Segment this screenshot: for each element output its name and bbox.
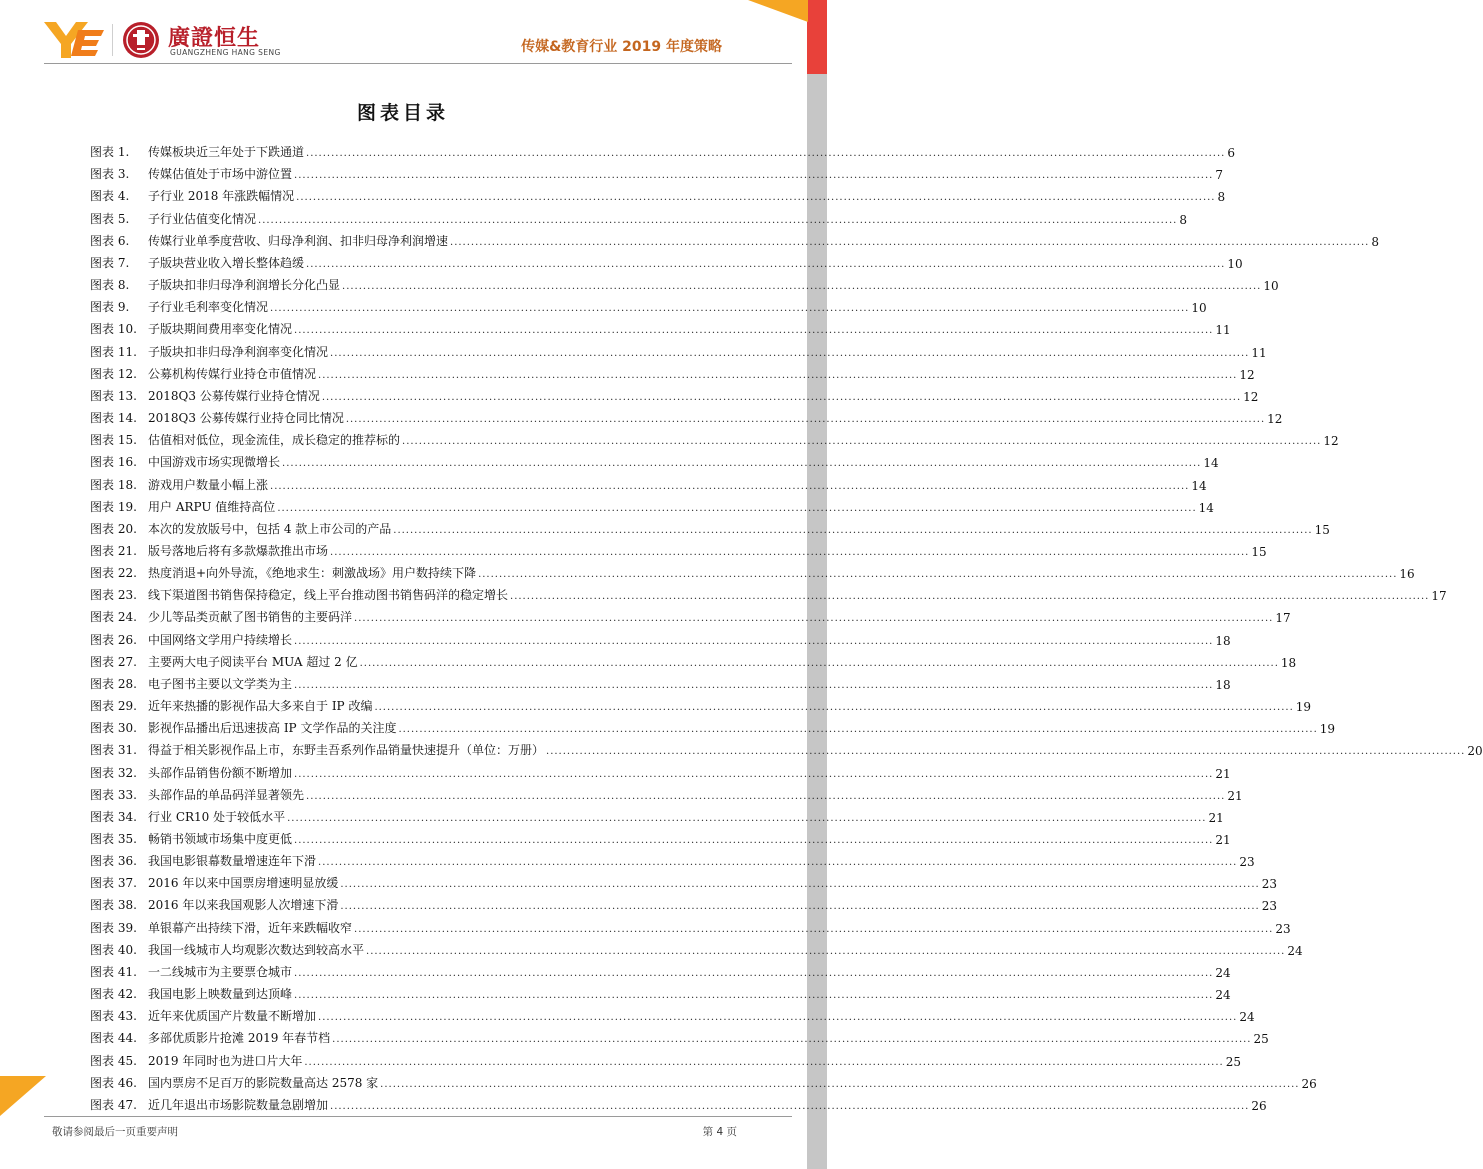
toc-entry[interactable]	[90, 980, 1231, 1003]
toc-entry-page: 25	[1225, 1054, 1241, 1069]
toc-entry-title: 我国电影上映数量到达顶峰	[148, 987, 293, 1002]
toc-dot-leader: ............................................................................................................................................................................................................................	[321, 391, 1242, 403]
toc-entry[interactable]	[90, 714, 1336, 737]
toc-entry-page: 26	[1301, 1076, 1317, 1091]
toc-entry-label: 图表 36.	[90, 854, 137, 869]
toc-dot-leader: ............................................................................................................................................................................................................................	[277, 502, 1197, 514]
toc-entry-label: 图表 14.	[90, 411, 137, 426]
toc-dot-leader: ............................................................................................................................................................................................................................	[282, 458, 1202, 470]
toc-entry[interactable]	[90, 426, 1339, 449]
toc-entry[interactable]	[90, 204, 1187, 227]
toc-entry[interactable]	[90, 736, 1483, 759]
toc-entry[interactable]	[90, 337, 1267, 360]
toc-entry-page: 18	[1215, 677, 1231, 692]
toc-entry[interactable]	[90, 382, 1259, 404]
toc-entry-page: 17	[1275, 611, 1291, 626]
footer-divider	[44, 1116, 792, 1117]
toc-entry-page: 11	[1251, 345, 1267, 360]
toc-entry-page: 20	[1467, 744, 1483, 759]
toc-dot-leader: ............................................................................................................................................................................................................................	[342, 281, 1262, 293]
toc-dot-leader: ............................................................................................................................................................................................................................	[318, 1012, 1238, 1024]
toc-entry-title: 头部作品的单品码洋显著领先	[148, 787, 305, 802]
toc-dot-leader: ............................................................................................................................................................................................................................	[258, 214, 1178, 226]
toc-entry[interactable]	[90, 869, 1277, 892]
toc-entry-title: 我国一线城市人均观影次数达到较高水平	[148, 942, 365, 957]
toc-entry-label: 图表 15.	[90, 433, 137, 448]
toc-entry-page: 10	[1191, 301, 1207, 316]
toc-dot-leader: ............................................................................................................................................................................................................................	[398, 724, 1318, 736]
toc-entry-page: 18	[1215, 633, 1231, 648]
toc-entry-label: 图表 44.	[90, 1031, 137, 1046]
toc-entry-page: 8	[1371, 234, 1379, 249]
toc-entry-title: 本次的发放版号中，包括 4 款上市公司的产品	[148, 521, 392, 536]
toc-entry-page: 23	[1239, 855, 1255, 870]
toc-entry-page: 23	[1261, 899, 1277, 914]
toc-entry-page: 18	[1280, 655, 1297, 670]
toc-dot-leader: ............................................................................................................................................................................................................................	[332, 1034, 1252, 1046]
toc-entry-label: 图表 7.	[90, 255, 130, 270]
toc-dot-leader: ............................................................................................................................................................................................................................	[374, 702, 1294, 714]
toc-entry-title: 线下渠道图书销售保持稳定，线上平台推动图书销售码洋的稳定增长	[148, 588, 509, 603]
toc-entry[interactable]	[90, 913, 1291, 936]
toc-entry[interactable]	[90, 603, 1291, 626]
toc-entry-label: 图表 6.	[90, 233, 130, 248]
toc-entry-label: 图表 39.	[90, 920, 137, 935]
toc-dot-leader: ............................................................................................................................................................................................................................	[294, 170, 1214, 182]
toc-entry-page: 7	[1215, 168, 1223, 183]
toc-entry[interactable]	[90, 648, 1297, 670]
toc-entry-label: 图表 34.	[90, 809, 137, 824]
toc-entry-page: 21	[1208, 810, 1224, 825]
toc-entry-label: 图表 20.	[90, 521, 137, 536]
page-header	[0, 0, 806, 80]
toc-entry-page: 12	[1323, 434, 1339, 449]
toc-entry-label: 图表 3.	[90, 167, 130, 182]
toc-entry-page: 25	[1253, 1032, 1269, 1047]
toc-entry-page: 15	[1251, 544, 1267, 559]
scrollbar-thumb[interactable]	[807, 0, 827, 74]
toc-entry-title: 电子图书主要以文学类为主	[148, 676, 293, 691]
toc-entry-label: 图表 43.	[90, 1009, 137, 1024]
toc-dot-leader: ............................................................................................................................................................................................................................	[294, 679, 1214, 691]
toc-entry-title: 畅销书领域市场集中度更低	[148, 832, 293, 846]
toc-entry-label: 图表 9.	[90, 300, 130, 315]
toc-entry-page: 21	[1215, 833, 1231, 847]
toc-dot-leader: ............................................................................................................................................................................................................................	[478, 569, 1398, 581]
toc-entry-title: 子版块扣非归母净利润率变化情况	[148, 344, 329, 359]
toc-entry[interactable]	[90, 692, 1312, 715]
toc-entry[interactable]	[90, 1091, 1267, 1113]
toc-entry[interactable]	[90, 160, 1223, 183]
toc-entry-label: 图表 30.	[90, 721, 137, 736]
toc-dot-leader: ............................................................................................................................................................................................................................	[318, 857, 1238, 869]
toc-entry[interactable]	[90, 537, 1267, 559]
toc-dot-leader: ............................................................................................................................................................................................................................	[318, 369, 1238, 381]
toc-entry-page: 24	[1215, 965, 1231, 980]
toc-entry-title: 2016 年以来我国观影人次增速下滑	[148, 898, 339, 913]
toc-dot-leader: ............................................................................................................................................................................................................................	[304, 1056, 1224, 1068]
logo-seal-icon	[122, 21, 160, 59]
toc-entry-label: 图表 35.	[90, 832, 137, 846]
toc-entry-page: 8	[1179, 212, 1187, 227]
toc-entry-label: 图表 33.	[90, 787, 137, 802]
toc-entry-page: 15	[1314, 522, 1330, 537]
toc-entry-label: 图表 47.	[90, 1097, 137, 1112]
toc-entry-label: 图表 1.	[90, 145, 130, 160]
toc-entry-page: 14	[1198, 500, 1214, 515]
toc-entry[interactable]	[90, 781, 1243, 803]
toc-entry-page: 24	[1215, 988, 1231, 1003]
toc-entry-title: 子版块扣非归母净利润增长分化凸显	[148, 278, 341, 293]
toc-entry[interactable]	[90, 515, 1330, 537]
toc-entry-title: 近年来优质国产片数量不断增加	[148, 1009, 317, 1024]
toc-entry[interactable]	[90, 360, 1255, 382]
toc-entry[interactable]	[90, 315, 1231, 338]
logo-text-en: GUANGZHENG HANG SENG	[170, 48, 281, 57]
toc-entry-label: 图表 38.	[90, 898, 137, 913]
toc-entry-label: 图表 13.	[90, 388, 137, 403]
toc-dot-leader: ............................................................................................................................................................................................................................	[294, 635, 1214, 647]
toc-dot-leader: ............................................................................................................................................................................................................................	[510, 591, 1430, 603]
toc-entry-title: 子行业估值变化情况	[148, 211, 257, 226]
toc-dot-leader: ............................................................................................................................................................................................................................	[340, 879, 1260, 891]
toc-dot-leader: ............................................................................................................................................................................................................................	[306, 148, 1226, 160]
toc-dot-leader: ............................................................................................................................................................................................................................	[380, 1078, 1300, 1090]
toc-entry-label: 图表 27.	[90, 654, 137, 669]
toc-entry-page: 14	[1203, 456, 1219, 471]
toc-entry-page: 17	[1431, 589, 1447, 604]
toc-dot-leader: ............................................................................................................................................................................................................................	[330, 1100, 1250, 1112]
toc-entry-title: 行业 CR10 处于较低水平	[148, 809, 286, 824]
toc-entry-title: 得益于相关影视作品上市，东野圭吾系列作品销量快速提升（单位：万册）	[148, 743, 545, 758]
toc-dot-leader: ............................................................................................................................................................................................................................	[270, 303, 1190, 315]
toc-entry[interactable]	[90, 670, 1231, 692]
toc-dot-leader: ............................................................................................................................................................................................................................	[345, 414, 1266, 426]
toc-dot-leader: ............................................................................................................................................................................................................................	[294, 990, 1214, 1002]
toc-entry[interactable]	[90, 249, 1243, 271]
toc-dot-leader: ............................................................................................................................................................................................................................	[330, 347, 1250, 359]
toc-entry-page: 16	[1399, 567, 1415, 582]
toc-entry-page: 23	[1275, 921, 1291, 936]
toc-dot-leader: ............................................................................................................................................................................................................................	[366, 945, 1286, 957]
toc-dot-leader: ............................................................................................................................................................................................................................	[306, 258, 1226, 270]
footer-page-number: 第 4 页	[702, 1126, 737, 1138]
report-title: 传媒&教育行业 2019 年度策略	[521, 39, 722, 55]
logo-text-cn: 廣證恒生	[168, 26, 261, 51]
toc-entry-label: 图表 10.	[90, 322, 137, 337]
toc-entry[interactable]	[90, 493, 1214, 515]
toc-entry-page: 14	[1191, 478, 1207, 493]
toc-entry[interactable]	[90, 1069, 1317, 1091]
toc-entry-title: 头部作品销售份额不断增加	[148, 765, 293, 780]
toc-entry-title: 估值相对低位，现金流佳，成长稳定的推荐标的	[148, 433, 401, 448]
toc-entry-label: 图表 18.	[90, 477, 137, 492]
toc-entry-label: 图表 8.	[90, 278, 130, 293]
toc-entry[interactable]	[90, 559, 1415, 582]
toc-entry-title: 单银幕产出持续下滑，近年来跌幅收窄	[148, 920, 353, 935]
toc-entry-title: 多部优质影片抢滩 2019 年春节档	[148, 1031, 331, 1046]
toc-dot-leader: ............................................................................................................................................................................................................................	[294, 835, 1214, 846]
toc-dot-leader: ............................................................................................................................................................................................................................	[306, 790, 1226, 802]
toc-entry-label: 图表 37.	[90, 876, 137, 891]
toc-dot-leader: ............................................................................................................................................................................................................................	[296, 192, 1216, 204]
toc-entry[interactable]	[90, 825, 1231, 847]
toc-dot-leader: ............................................................................................................................................................................................................................	[393, 524, 1313, 536]
toc-title: 图表目录	[356, 102, 449, 124]
toc-entry-title: 我国电影银幕数量增速连年下滑	[148, 854, 317, 869]
toc-entry-page: 10	[1227, 256, 1243, 271]
toc-dot-leader: ............................................................................................................................................................................................................................	[330, 546, 1250, 558]
toc-list	[90, 138, 1483, 1113]
toc-entry[interactable]	[90, 1046, 1241, 1069]
toc-entry-page: 24	[1239, 1010, 1255, 1025]
toc-entry-page: 21	[1227, 788, 1243, 803]
logo-ye-icon	[44, 22, 104, 58]
toc-entry[interactable]	[90, 581, 1447, 604]
toc-entry-title: 2018Q3 公募传媒行业持仓同比情况	[148, 411, 344, 426]
toc-entry-title: 子版块营业收入增长整体趋缓	[148, 255, 305, 270]
toc-entry-label: 图表 31.	[90, 743, 137, 758]
toc-entry[interactable]	[90, 847, 1255, 870]
toc-entry-title: 子行业 2018 年涨跌幅情况	[148, 189, 295, 204]
toc-entry[interactable]	[90, 271, 1279, 294]
toc-entry-title: 公募机构传媒行业持仓市值情况	[148, 366, 317, 381]
toc-entry-page: 24	[1287, 943, 1303, 958]
toc-entry[interactable]	[90, 758, 1231, 781]
toc-entry-label: 图表 16.	[90, 455, 137, 470]
toc-entry-page: 11	[1215, 323, 1231, 338]
toc-dot-leader: ............................................................................................................................................................................................................................	[340, 901, 1260, 913]
toc-entry-label: 图表 11.	[90, 344, 137, 359]
toc-entry-label: 图表 40.	[90, 942, 137, 957]
toc-entry[interactable]	[90, 227, 1379, 249]
toc-entry-title: 热度消退+向外导流，《绝地求生：刺激战场》用户数持续下降	[148, 566, 477, 581]
toc-entry-title: 影视作品播出后迅速拔高 IP 文学作品的关注度	[148, 721, 397, 736]
toc-entry[interactable]	[90, 182, 1226, 205]
toc-entry-label: 图表 5.	[90, 211, 130, 226]
toc-entry-label: 图表 46.	[90, 1075, 137, 1090]
toc-entry-page: 19	[1319, 722, 1336, 737]
toc-entry[interactable]	[90, 625, 1231, 648]
toc-entry-title: 子版块期间费用率变化情况	[148, 322, 293, 337]
toc-entry-label: 图表 41.	[90, 964, 137, 979]
toc-entry[interactable]	[90, 891, 1277, 914]
toc-dot-leader: ............................................................................................................................................................................................................................	[359, 657, 1279, 669]
toc-entry-label: 图表 23.	[90, 588, 137, 603]
toc-entry-page: 23	[1261, 877, 1277, 892]
toc-entry-page: 19	[1295, 700, 1312, 715]
toc-entry-title: 版号落地后将有多款爆款推出市场	[148, 543, 329, 558]
toc-entry[interactable]	[90, 958, 1231, 980]
toc-entry-label: 图表 28.	[90, 676, 137, 691]
toc-entry[interactable]	[90, 138, 1235, 161]
toc-entry-title: 中国网络文学用户持续增长	[148, 632, 293, 647]
toc-entry-label: 图表 21.	[90, 543, 137, 558]
toc-dot-leader: ............................................................................................................................................................................................................................	[270, 480, 1190, 492]
toc-dot-leader: ............................................................................................................................................................................................................................	[354, 613, 1274, 625]
toc-entry-title: 2018Q3 公募传媒行业持仓情况	[148, 388, 320, 403]
toc-entry-label: 图表 12.	[90, 366, 137, 381]
toc-entry[interactable]	[90, 470, 1207, 493]
toc-entry-label: 图表 22.	[90, 566, 137, 581]
toc-entry-page: 10	[1263, 279, 1279, 294]
toc-dot-leader: ............................................................................................................................................................................................................................	[294, 768, 1214, 780]
toc-entry-title: 2016 年以来中国票房增速明显放缓	[148, 876, 339, 891]
toc-entry-label: 图表 4.	[90, 189, 130, 204]
toc-entry-page: 6	[1227, 146, 1235, 161]
toc-entry-label: 图表 19.	[90, 499, 137, 514]
toc-entry[interactable]	[90, 1002, 1255, 1025]
toc-dot-leader: ............................................................................................................................................................................................................................	[294, 967, 1214, 979]
corner-decoration-bottom	[0, 1076, 46, 1116]
toc-entry-title: 一二线城市为主要票仓城市	[148, 964, 293, 979]
toc-entry-page: 8	[1217, 190, 1226, 205]
toc-entry-title: 传媒板块近三年处于下跌通道	[148, 145, 305, 160]
toc-entry-page: 26	[1251, 1098, 1267, 1113]
toc-dot-leader: ............................................................................................................................................................................................................................	[546, 746, 1466, 758]
toc-dot-leader: ............................................................................................................................................................................................................................	[294, 325, 1214, 337]
toc-entry-title: 近年来热播的影视作品大多来自于 IP 改编	[148, 699, 373, 714]
toc-entry[interactable]	[90, 293, 1207, 316]
toc-entry[interactable]	[90, 803, 1224, 825]
toc-entry-title: 传媒估值处于市场中游位置	[148, 167, 293, 182]
toc-entry-page: 21	[1215, 766, 1231, 781]
toc-dot-leader: ............................................................................................................................................................................................................................	[287, 812, 1207, 824]
footer-disclaimer-note: 敬请参阅最后一页重要声明	[52, 1126, 178, 1138]
toc-entry-label: 图表 32.	[90, 765, 137, 780]
toc-entry-title: 子行业毛利率变化情况	[148, 300, 269, 315]
toc-entry-title: 传媒行业单季度营收、归母净利润、扣非归母净利润增速	[148, 233, 449, 248]
toc-entry-title: 少儿等品类贡献了图书销售的主要码洋	[148, 610, 353, 625]
toc-entry-page: 12	[1243, 389, 1259, 404]
toc-entry[interactable]	[90, 936, 1303, 958]
toc-entry-title: 游戏用户数量小幅上涨	[148, 477, 269, 492]
header-divider	[44, 63, 792, 64]
toc-dot-leader: ............................................................................................................................................................................................................................	[402, 436, 1322, 448]
toc-entry-title: 2019 年同时也为进口片大年	[148, 1053, 303, 1068]
toc-dot-leader: ............................................................................................................................................................................................................................	[450, 236, 1370, 248]
logo-divider	[112, 24, 113, 56]
toc-entry-label: 图表 26.	[90, 632, 137, 647]
toc-entry-label: 图表 45.	[90, 1053, 137, 1068]
toc-entry[interactable]	[90, 404, 1283, 427]
toc-entry-title: 近几年退出市场影院数量急剧增加	[148, 1097, 329, 1112]
toc-entry-title: 中国游戏市场实现微增长	[148, 455, 281, 470]
toc-entry[interactable]	[90, 448, 1219, 471]
toc-entry-title: 主要两大电子阅读平台 MUA 超过 2 亿	[148, 654, 358, 669]
toc-dot-leader: ............................................................................................................................................................................................................................	[354, 923, 1274, 935]
toc-entry-title: 国内票房不足百万的影院数量高达 2578 家	[148, 1075, 379, 1090]
toc-entry-label: 图表 29.	[90, 699, 137, 714]
toc-entry[interactable]	[90, 1024, 1269, 1047]
toc-entry-label: 图表 42.	[90, 987, 137, 1002]
toc-entry-page: 12	[1239, 367, 1255, 382]
toc-entry-page: 12	[1267, 412, 1283, 427]
toc-entry-title: 用户 ARPU 值维持高位	[148, 499, 276, 514]
toc-entry-label: 图表 24.	[90, 610, 137, 625]
